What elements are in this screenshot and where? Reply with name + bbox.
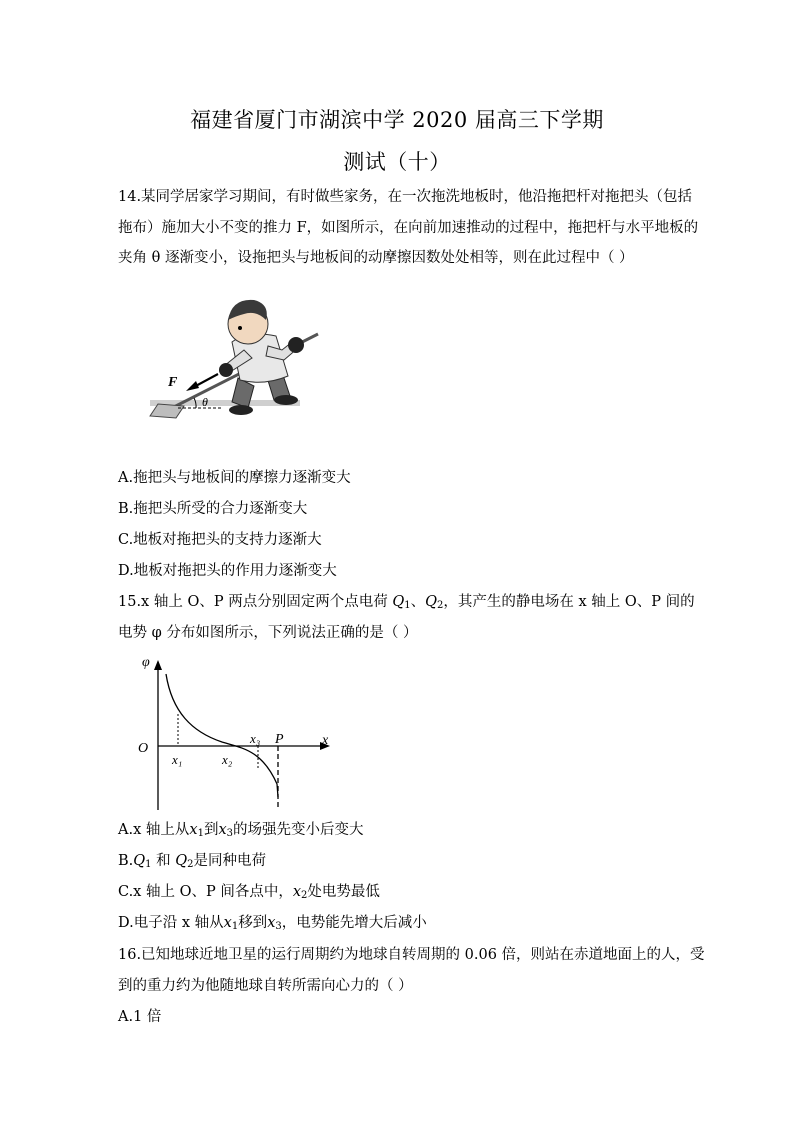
q15-c-s1: 2 [301,890,308,901]
graph-x3-label: x₃ [250,731,261,746]
graph-x2-label: x₂ [222,752,233,767]
graph-y-label: φ [142,655,150,670]
q15-c-post: 处电势最低 [307,884,380,900]
q15-d-pre: D.电子沿 x 轴从 [118,915,224,931]
q14-option-c: C.地板对拖把头的支持力逐渐大 [118,532,322,548]
q15-a-mid: 到 [203,822,219,838]
angle-label: θ [202,395,208,409]
q14-stem-line2: 拖布）施加大小不变的推力 F，如图所示，在向前加速推动的过程中，拖把杆与水平地板的 [118,220,699,236]
q15-stem-line2: 电势 φ 分布如图所示，下列说法正确的是（ ） [118,625,418,641]
q16-stem-line2: 到的重力约为他随地球自转所需向心力的（ ） [118,978,413,994]
q15-q2: Q [425,594,437,610]
q16-stem-line1: 16.已知地球近地卫星的运行周期约为地球自转周期的 0.06 倍，则站在赤道地面上的人，受 [118,947,705,963]
q15-b-mid: 和 [151,853,176,869]
potential-graph [132,652,342,812]
q15-c-v1: x [292,884,302,900]
q15-stem-pre: 15.x 轴上 O、P 两点分别固定两个点电荷 [118,594,393,610]
q15-q2-sub: 2 [436,600,444,611]
q15-q1: Q [392,594,405,610]
q15-b-v2: Q [175,853,188,869]
q14-option-d: D.地板对拖把头的作用力逐渐变大 [118,563,337,579]
q15-a-v1: x [189,822,198,838]
q15-a-s2: 3 [226,828,233,839]
q15-sep: 、 [410,594,426,610]
q14-option-b: B.拖把头所受的合力逐渐变大 [118,501,308,517]
q15-d-v2: x [267,915,276,931]
document-title-line2: 测试（十） [343,150,451,174]
q15-b-s2: 2 [187,859,194,870]
q15-d-v1: x [223,915,232,931]
q14-stem-line1: 14.某同学居家学习期间，有时做些家务，在一次拖洗地板时，他沿拖把杆对拖把头（包括 [118,189,693,205]
q15-d-mid: 移到 [238,915,268,931]
q15-d-post: ，电势能先增大后减小 [281,915,427,931]
q15-option-d [118,913,678,937]
q15-stem-line1 [118,592,695,616]
graph-x1-label: x₁ [172,752,183,767]
q15-b-s1: 1 [145,859,152,870]
mopping-illustration [148,290,338,426]
q15-a-v2: x [218,822,227,838]
q15-b-v1: Q [133,853,146,869]
q16-option-a: A.1 倍 [118,1009,162,1025]
q15-q1-sub: 1 [404,600,411,611]
document-title-line1: 福建省厦门市湖滨中学 2020 届高三下学期 [190,108,604,132]
q15-option-c [118,882,678,906]
q15-stem-post: ，其产生的静电场在 x 轴上 O、P 间的 [443,594,695,610]
q15-option-a [118,820,678,844]
force-label: F [168,375,178,390]
graph-origin-label: O [138,741,149,756]
q14-stem-line3: 夹角 θ 逐渐变小，设拖把头与地板间的动摩擦因数处处相等，则在此过程中（ ） [118,250,634,266]
q15-a-pre: A.x 轴上从 [118,822,190,838]
q15-a-post: 的场强先变小后变大 [233,822,364,838]
q14-option-a: A.拖把头与地板间的摩擦力逐渐变大 [118,470,351,486]
graph-p-label: P [275,732,284,747]
q15-option-b [118,851,678,875]
graph-x-label: x [322,733,329,748]
q15-b-pre: B. [118,853,134,869]
q15-c-pre: C.x 轴上 O、P 间各点中， [118,884,293,900]
q15-d-s2: 3 [275,921,282,932]
q15-d-s1: 1 [231,921,239,932]
q15-a-s1: 1 [197,828,204,839]
q15-b-post: 是同种电荷 [193,853,267,869]
